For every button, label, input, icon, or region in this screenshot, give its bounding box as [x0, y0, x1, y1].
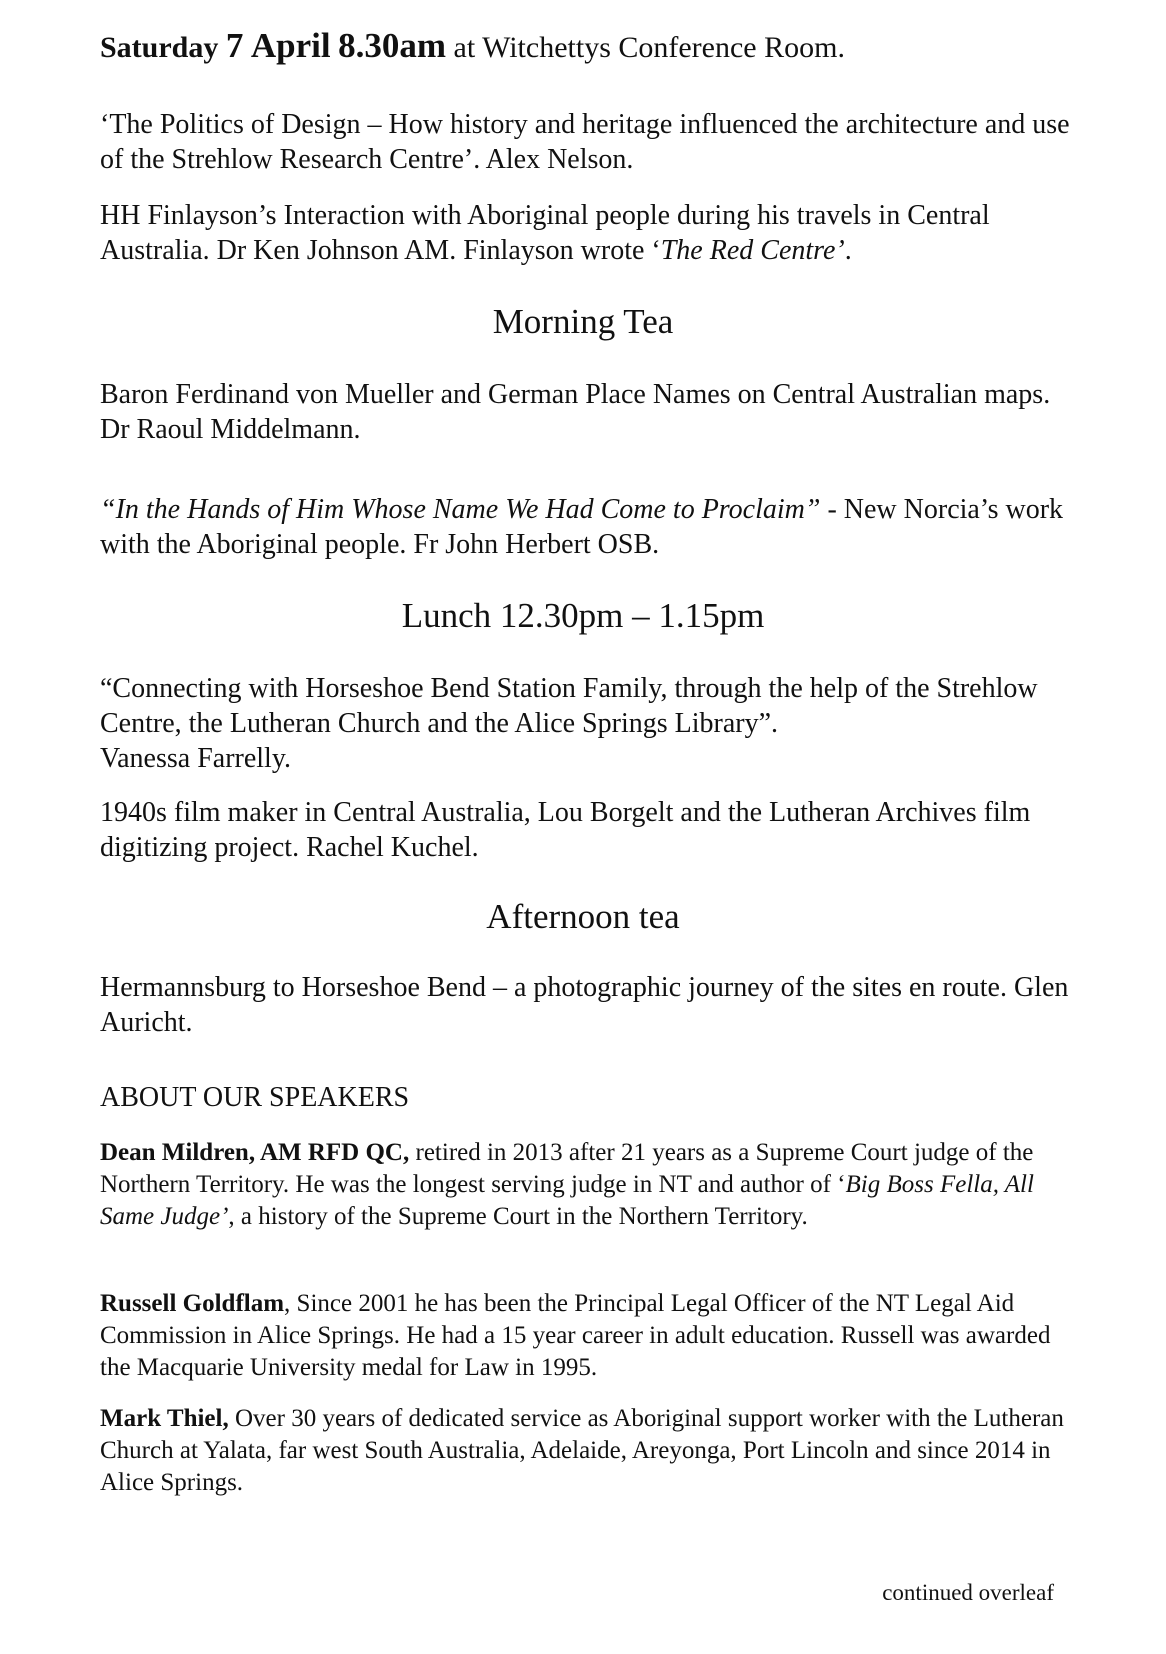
speaker-bio-text: Over 30 years of dedicated service as Aboriginal support worker with the Lutheran Church at Yalata, far west South Australia, Adelaide, Areyonga, Port Lincoln and since 2014 in Alice Springs.	[100, 1405, 1064, 1496]
talk-film-maker: 1940s film maker in Central Australia, Lou Borgelt and the Lutheran Archives film digitizing project. Rachel Kuchel.	[100, 797, 1031, 863]
talk-horseshoe-bend-family-text: “Connecting with Horseshoe Bend Station Family, through the help of the Strehlow Centre, the Lutheran Church and the Alice Springs Library”.	[100, 673, 1038, 739]
speaker-bio-end: , a history of the Supreme Court in the Northern Territory.	[228, 1203, 808, 1230]
break-lunch: Lunch 12.30pm – 1.15pm	[401, 596, 765, 635]
speaker-bio-thiel	[100, 1403, 1080, 1499]
speaker-name: Russell Goldflam	[100, 1290, 285, 1317]
talk-finlayson	[100, 198, 1080, 268]
speaker-name: Mark Thiel,	[100, 1405, 229, 1432]
speaker-name: Dean Mildren, AM RFD QC,	[100, 1139, 410, 1166]
talk-politics-of-design: ‘The Politics of Design – How history and heritage influenced the architecture and use of the Strehlow Research Centre’. Alex Nelson.	[100, 109, 1070, 175]
event-day: Saturday	[100, 31, 219, 64]
talk-finlayson-text: HH Finlayson’s Interaction with Aboriginal people during his travels in Central Australia. Dr Ken Johnson AM. Finlayson wrote ‘	[100, 200, 990, 266]
talk-new-norcia-text: - New Norcia’s work with the Aboriginal people. Fr John Herbert OSB.	[100, 494, 1064, 560]
talk-horseshoe-bend-family-speaker: Vanessa Farrelly.	[100, 743, 292, 774]
event-month: April	[250, 26, 331, 65]
talk-finlayson-end: .	[844, 235, 852, 266]
talk-horseshoe-bend-family	[100, 671, 1080, 776]
speaker-bio-text: retired in 2013 after 21 years as a Supreme Court judge of the Northern Territory. He was the longest serving judge in NT and author of ‘	[100, 1139, 1034, 1198]
event-time: 8.30am	[338, 26, 446, 65]
event-date-number: 7	[225, 26, 244, 65]
talk-hermannsburg: Hermannsburg to Horseshoe Bend – a photographic journey of the sites en route. Glen Auricht.	[100, 972, 1069, 1038]
speakers-heading: ABOUT OUR SPEAKERS	[100, 1082, 410, 1113]
break-afternoon-tea: Afternoon tea	[486, 897, 680, 936]
speaker-bio-text: , Since 2001 he has been the Principal Legal Officer of the NT Legal Aid Commission in Alice Springs. He had a 15 year career in adult education. Russell was awarded the Macquarie University medal for Law in 1995.	[100, 1290, 1051, 1381]
talk-von-mueller: Baron Ferdinand von Mueller and German Place Names on Central Australian maps. Dr Raoul Middelmann.	[100, 379, 1051, 445]
event-location: at Witchettys Conference Room.	[446, 31, 845, 64]
event-header	[100, 28, 1080, 66]
speaker-book-title: Big Boss Fella, All Same Judge’	[100, 1171, 1034, 1230]
talk-new-norcia-title: “In the Hands of Him Whose Name We Had Come to Proclaim”	[100, 494, 821, 525]
break-morning-tea: Morning Tea	[492, 302, 674, 341]
speaker-bio-mildren	[100, 1137, 1080, 1233]
talk-new-norcia	[100, 492, 1080, 562]
speaker-bio-goldflam	[100, 1288, 1080, 1384]
continued-note: continued overleaf	[882, 1580, 1054, 1605]
talk-finlayson-book-title: The Red Centre’	[660, 235, 845, 266]
